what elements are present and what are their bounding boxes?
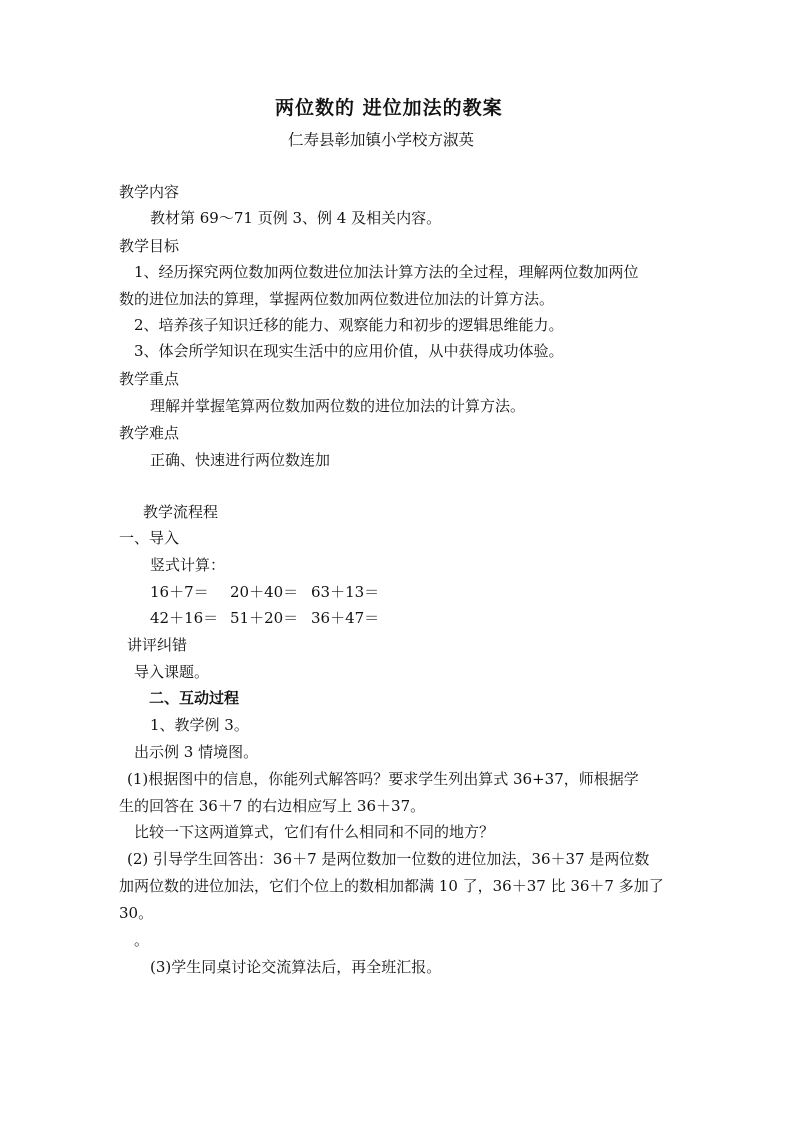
goal-1-line-1: 1、经历探究两位数加两位数进位加法计算方法的全过程，理解两位数加两位	[134, 263, 639, 281]
goal-3: 3、体会所学知识在现实生活中的应用价值，从中获得成功体验。	[134, 342, 564, 360]
section-1-heading: 一、导入	[119, 529, 180, 547]
goal-2: 2、培养孩子知识迁移的能力、观察能力和初步的逻辑思维能力。	[134, 316, 564, 334]
heading-content: 教学内容	[119, 183, 180, 201]
period-mark: 。	[134, 931, 150, 949]
heading-key-points: 教学重点	[119, 370, 180, 388]
review-text: 讲评纠错	[127, 636, 188, 654]
paragraph-1-line-2: 生的回答在 36＋7 的右边相应写上 36＋37。	[119, 797, 426, 815]
example-3-heading: 1、教学例 3。	[150, 716, 249, 734]
heading-difficulty: 教学难点	[119, 424, 180, 442]
heading-flow: 教学流程程	[143, 503, 219, 521]
calc-row-1-item-3: 63＋13＝	[311, 583, 380, 601]
calc-row-1-item-2: 20＋40＝	[230, 583, 299, 601]
calc-row-2-item-2: 51＋20＝	[230, 609, 299, 627]
paragraph-3: (3)学生同桌讨论交流算法后，再全班汇报。	[150, 958, 442, 976]
key-points-text: 理解并掌握笔算两位数加两位数的进位加法的计算方法。	[150, 397, 526, 415]
paragraph-1-line-1: (1)根据图中的信息，你能列式解答吗？要求学生列出算式 36+37，师根据学	[127, 770, 639, 788]
content-text: 教材第 69～71 页例 3、例 4 及相关内容。	[150, 209, 442, 227]
difficulty-text: 正确、快速进行两位数连加	[150, 451, 331, 469]
author-line: 仁寿县彰加镇小学校方淑英	[288, 131, 475, 149]
paragraph-2-line-1: (2) 引导学生回答出：36＋7 是两位数加一位数的进位加法，36＋37 是两位数	[127, 850, 650, 868]
calc-row-2-item-3: 36＋47＝	[311, 609, 380, 627]
show-example-text: 出示例 3 情境图。	[134, 743, 259, 761]
vertical-calc-label: 竖式计算：	[150, 556, 226, 574]
intro-topic-text: 导入课题。	[134, 663, 210, 681]
document-title: 两位数的 进位加法的教案	[275, 97, 503, 119]
compare-question: 比较一下这两道算式，它们有什么相同和不同的地方？	[134, 823, 495, 841]
section-2-heading: 二、互动过程	[149, 689, 240, 707]
paragraph-2-line-3: 30。	[119, 904, 154, 922]
calc-row-2-item-1: 42＋16＝	[150, 609, 219, 627]
goal-1-line-2: 数的进位加法的算理，掌握两位数加两位数进位加法的计算方法。	[119, 290, 555, 308]
paragraph-2-line-2: 加两位数的进位加法，它们个位上的数相加都满 10 了，36＋37 比 36＋7 多加了	[119, 877, 664, 895]
calc-row-1-item-1: 16＋7＝	[150, 583, 209, 601]
heading-goals: 教学目标	[119, 237, 180, 255]
